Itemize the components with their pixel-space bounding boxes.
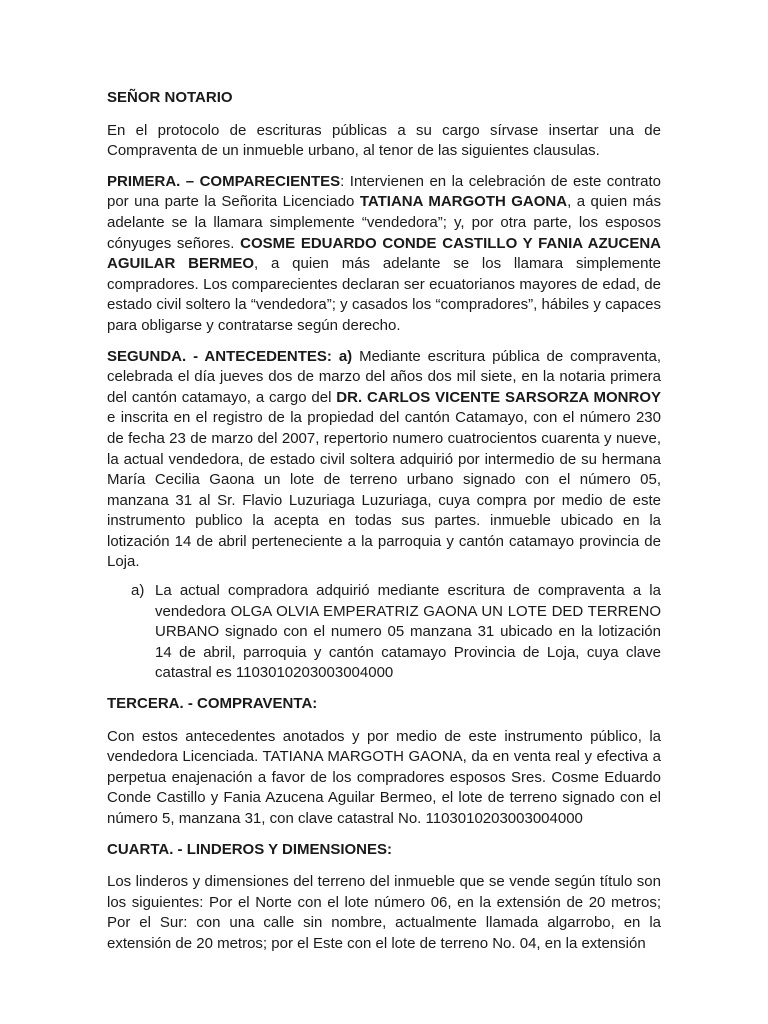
document-page: [107, 88, 661, 963]
clause-cuarta-label: CUARTA. - LINDEROS Y DIMENSIONES:: [107, 840, 393, 858]
clause-segunda-text-2: e inscrita en el registro de la propiedad del cantón Catamayo, con el número 230 de fecha 23 de marzo del 2007, repertorio numero cuatrocientos cuarenta y nueve, la actual vendedora, de estado civil soltera adquirió por intermedio de su hermana María Cecilia Gaona un lote de terreno urbano signado con el número 05, manzana 31 al Sr. Flavio Luzuriaga Luzuriaga, cuya compra por medio de este instrumento publico la acepta en todas sus partes. inmueble ubicado en la lotización 14 de abril perteneciente a la parroquia y cantón catamayo provincia de Loja.: [107, 409, 661, 571]
clause-segunda-label: SEGUNDA. - ANTECEDENTES: a): [107, 347, 353, 365]
document-title: SEÑOR NOTARIO: [107, 89, 233, 106]
clause-segunda: [107, 347, 661, 574]
intro-paragraph: En el protocolo de escrituras públicas a su cargo sírvase insertar una de Compraventa de un inmueble urbano, al tenor de las siguientes clausulas.: [107, 121, 661, 160]
clause-primera-text-1: : Intervienen en la celebración de este contrato por una parte la Señorita Licenciado: [107, 172, 661, 211]
buyers-names: COSME EDUARDO CONDE CASTILLO Y FANIA AZUCENA AGUILAR BERMEO: [107, 234, 662, 273]
clause-tercera-label: TERCERA. - COMPRAVENTA:: [107, 695, 318, 713]
clause-segunda-text-1: Mediante escritura pública de compraventa, celebrada el día jueves dos de marzo del años dos mil siete, en la notaria primera del cantón catamayo, a cargo del: [107, 347, 661, 406]
clause-primera-label: PRIMERA. – COMPARECIENTES: [107, 172, 341, 190]
clause-cuarta-text: Los linderos y dimensiones del terreno del inmueble que se vende según título son los siguientes: Por el Norte con el lote número 06, en la extensión de 20 metros; Por el Sur: con una calle sin nombre, actualmente llamada algarrobo, en la extensión de 20 metros; por el Este con el lote de terreno No. 04, en la extensión: [107, 873, 661, 952]
clause-primera-text-2: , a quien más adelante se la llamara simplemente “vendedora”; y, por otra parte, los esposos cónyuges señores.: [107, 193, 661, 252]
list-item-text: La actual compradora adquirió mediante escritura de compraventa a la vendedora OLGA OLVIA EMPERATRIZ GAONA UN LOTE DED TERRENO URBANO signado con el numero 05 manzana 31 ubicado en la lotización 14 de abril, parroquia y cantón catamayo Provincia de Loja, cuya clave catastral es 1103010203003004000: [155, 582, 661, 682]
antecedent-list-item: [107, 581, 661, 684]
notary-name: DR. CARLOS VICENTE SARSORZA MONROY: [336, 388, 661, 406]
clause-primera-text-3: , a quien más adelante se los llamara simplemente compradores. Los comparecientes declaran ser ecuatorianos mayores de edad, de estado civil soltero la “vendedora”; y casados los “compradores”, hábiles y capaces para obligarse y contratarse según derecho.: [107, 255, 661, 334]
clause-tercera-text: Con estos antecedentes anotados y por medio de este instrumento público, la vendedora Licenciada. TATIANA MARGOTH GAONA, da en venta real y efectiva a perpetua enajenación a favor de los compradores esposos Sres. Cosme Eduardo Conde Castillo y Fania Azucena Aguilar Bermeo, el lote de terreno signado con el número 5, manzana 31, con clave catastral No. 1103010203003004000: [107, 727, 661, 827]
seller-name: TATIANA MARGOTH GAONA: [359, 193, 568, 211]
list-marker: a): [131, 582, 145, 600]
clause-primera: [107, 172, 661, 337]
